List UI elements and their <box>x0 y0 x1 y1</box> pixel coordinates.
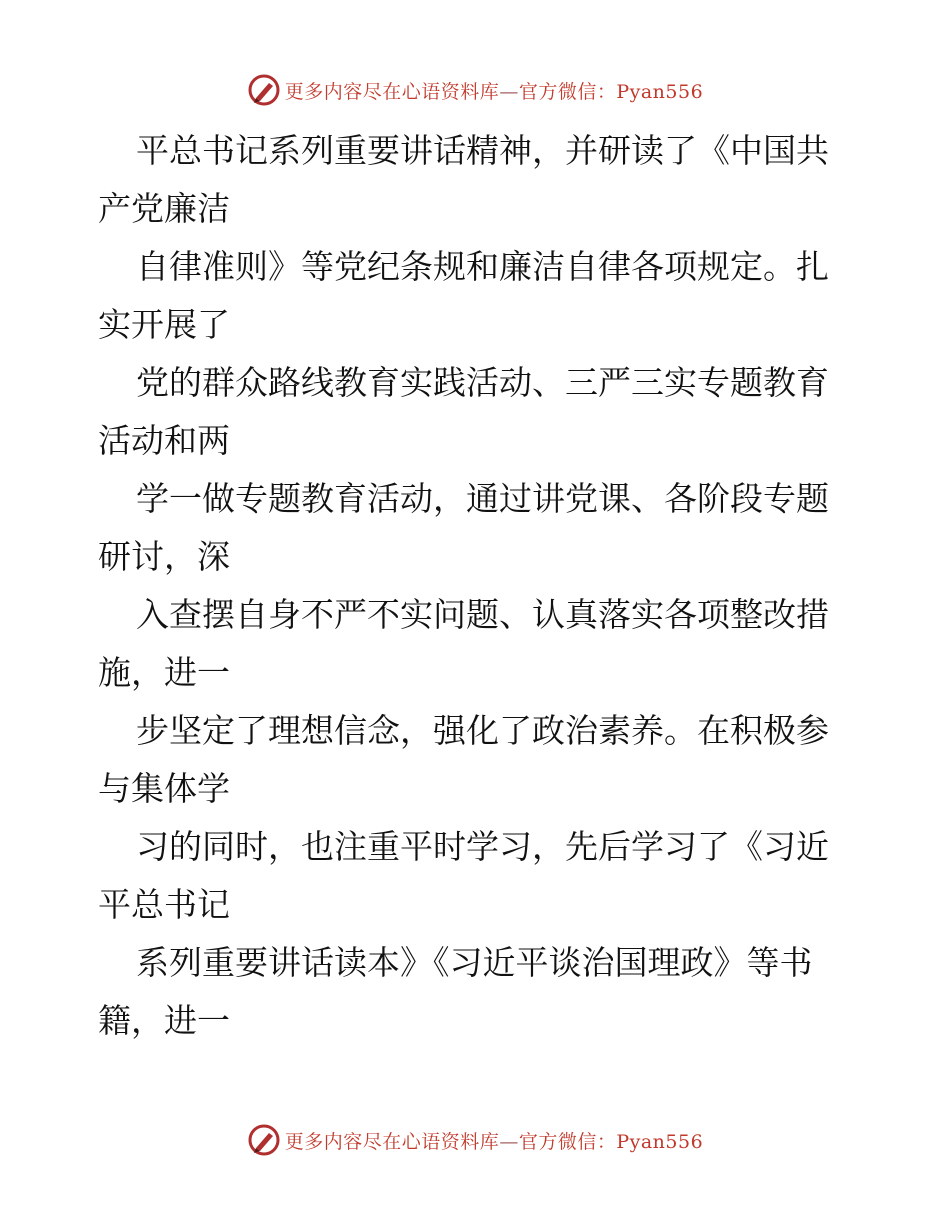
text-line: 系列重要讲话读本》《习近平谈治国理政》等书 <box>136 943 813 982</box>
text-line: 实开展了 <box>98 305 230 344</box>
header-banner-id: Pyan556 <box>616 80 704 103</box>
text-line: 党的群众路线教育实践活动、三严三实专题教育 <box>136 363 829 402</box>
text-line: 产党廉洁 <box>98 189 230 228</box>
text-line: 研讨，深 <box>98 537 230 576</box>
text-line: 活动和两 <box>98 421 230 460</box>
footer-banner-id: Pyan556 <box>616 1130 704 1153</box>
text-line: 学一做专题教育活动，通过讲党课、各阶段专题 <box>136 479 829 518</box>
pen-logo-icon <box>247 73 281 107</box>
header-banner-text <box>285 77 703 104</box>
header-banner-sub: 官方微信： <box>518 80 617 103</box>
text-line: 平总书记系列重要讲话精神，并研读了《中国共 <box>136 131 829 170</box>
paragraph <box>98 934 858 1050</box>
document-body <box>98 122 858 1050</box>
text-line: 习的同时，也注重平时学习，先后学习了《习近 <box>136 827 829 866</box>
header-banner <box>0 70 950 110</box>
paragraph <box>98 122 858 238</box>
paragraph <box>98 586 858 702</box>
header-banner-sep: — <box>499 80 519 103</box>
paragraph <box>98 470 858 586</box>
text-line: 籍，进一 <box>98 1001 230 1040</box>
text-line: 平总书记 <box>98 885 230 924</box>
paragraph <box>98 818 858 934</box>
paragraph <box>98 354 858 470</box>
text-line: 施，进一 <box>98 653 230 692</box>
text-line: 与集体学 <box>98 769 230 808</box>
footer-banner-text <box>285 1127 703 1154</box>
header-banner-main: 更多内容尽在心语资料库 <box>284 80 500 103</box>
footer-banner-main: 更多内容尽在心语资料库 <box>284 1130 500 1153</box>
footer-banner-sep: — <box>499 1130 519 1153</box>
footer-banner-sub: 官方微信： <box>518 1130 617 1153</box>
text-line: 步坚定了理想信念，强化了政治素养。在积极参 <box>136 711 829 750</box>
paragraph <box>98 702 858 818</box>
text-line: 自律准则》等党纪条规和廉洁自律各项规定。扎 <box>136 247 829 286</box>
pen-logo-icon <box>247 1123 281 1157</box>
text-line: 入查摆自身不严不实问题、认真落实各项整改措 <box>136 595 829 634</box>
paragraph <box>98 238 858 354</box>
footer-banner <box>0 1120 950 1160</box>
